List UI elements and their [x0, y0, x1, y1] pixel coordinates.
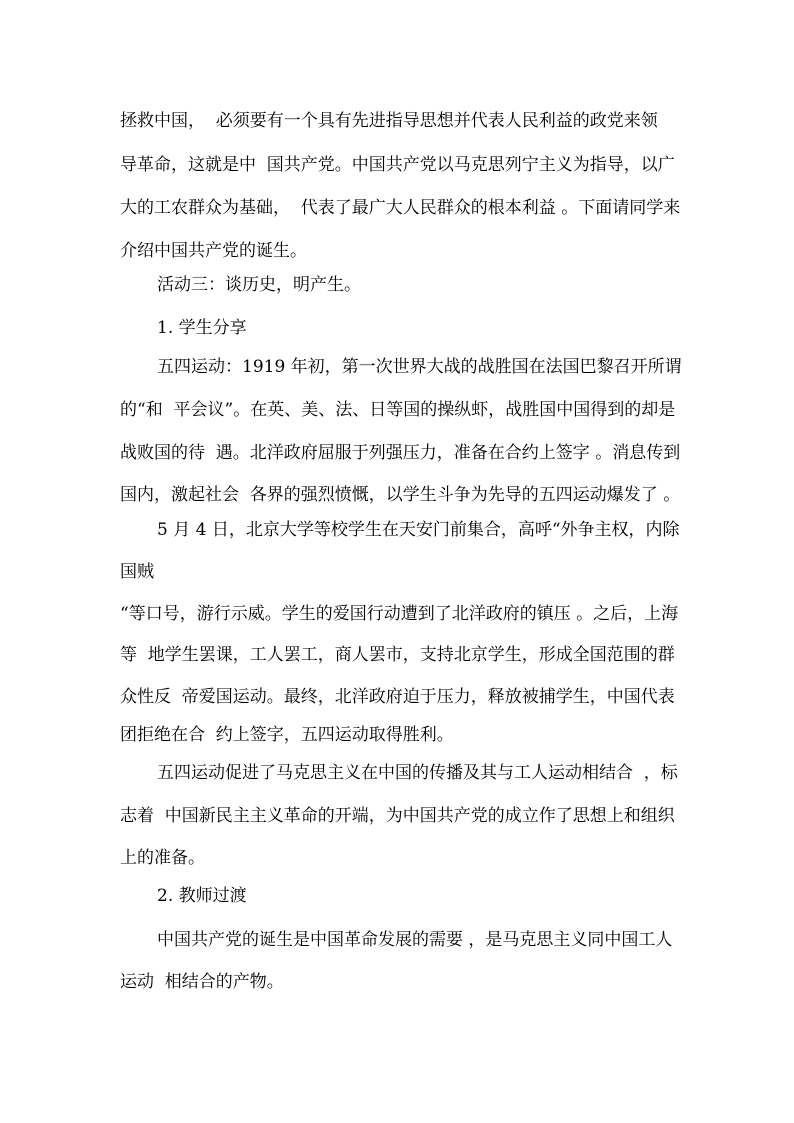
text-line-22: 运动 相结合的产物。 [120, 972, 284, 992]
text-line-3: 大的工农群众为基础， 代表了最广大人民群众的根本利益 。下面请同学来 [120, 198, 681, 218]
text-line-11: 5 月 4 日，北京大学等校学生在天安门前集合，高呼“外争主权，内除 [157, 520, 680, 540]
text-line-7: 五四运动：1919 年初，第一次世界大战的战胜国在法国巴黎召开所谓 [157, 357, 682, 377]
text-line-10: 国内，激起社会 各界的强烈愤慨，以学生斗争为先导的五四运动爆发了 。 [120, 485, 681, 505]
text-line-14: 等 地学生罢课，工人罢工，商人罢市，支持北京学生，形成全国范围的群 [120, 645, 675, 665]
subheading-student-share: 1. 学生分享 [157, 318, 247, 338]
text-line-1: 拯救中国， 必须要有一个具有先进指导思想并代表人民利益的政党来领 [120, 111, 658, 131]
text-line-13: “等口号，游行示威。学生的爱国行动遭到了北洋政府的镇压 。之后，上海 [120, 604, 679, 624]
text-line-17: 五四运动促进了马克思主义在中国的传播及其与工人运动相结合 ，标 [157, 763, 678, 783]
text-line-18: 志着 中国新民主主义革命的开端，为中国共产党的成立作了思想上和组织 [120, 806, 675, 826]
subheading-teacher-transition: 2. 教师过渡 [157, 886, 247, 906]
text-line-19: 上的准备。 [120, 848, 205, 868]
text-line-2: 导革命，这就是中 国共产党。中国共产党以马克思列宁主义为指导，以广 [120, 155, 675, 175]
text-line-16: 团拒绝在合 约上签字，五四运动取得胜利。 [120, 725, 454, 745]
text-line-15: 众性反 帝爱国运动。最终，北洋政府迫于压力，释放被捕学生，中国代表 [120, 687, 675, 707]
text-line-12: 国贼 [120, 562, 154, 582]
text-line-9: 战败国的待 遇。北洋政府屈服于列强压力，准备在合约上签字 。消息传到 [120, 443, 681, 463]
text-line-21: 中国共产党的诞生是中国革命发展的需要 ，是马克思主义同中国工人 [157, 930, 673, 950]
text-line-4: 介绍中国共产党的诞生。 [120, 241, 307, 261]
text-line-8: 的“和 平会议”。在英、美、法、日等国的操纵虾，战胜国中国得到的却是 [120, 400, 676, 420]
section-heading-activity-3: 活动三：谈历史，明产生。 [157, 275, 361, 295]
